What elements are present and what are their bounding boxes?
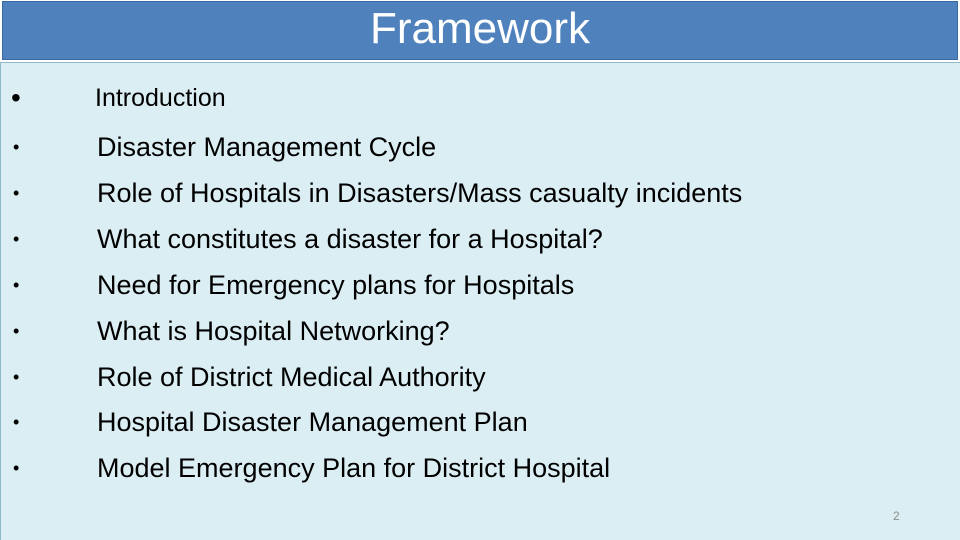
bullet-icon: •	[13, 458, 20, 478]
bullet-label: Role of Hospitals in Disasters/Mass casualty incidents	[97, 177, 743, 208]
slide-title: Framework	[369, 3, 591, 53]
bullet-label: Role of District Medical Authority	[97, 361, 486, 392]
bullet-label: Need for Emergency plans for Hospitals	[97, 269, 575, 300]
bullet-label: Hospital Disaster Management Plan	[97, 406, 528, 437]
content-box	[0, 62, 960, 540]
page-number: 2	[893, 509, 900, 523]
bullet-icon: •	[13, 412, 20, 432]
bullet-icon: •	[13, 321, 20, 341]
bullet-label: Model Emergency Plan for District Hospital	[97, 452, 611, 483]
bullet-label: Disaster Management Cycle	[97, 131, 437, 162]
bullet-icon: •	[11, 82, 21, 113]
bullet-label: Introduction	[95, 83, 226, 112]
bullet-label: What is Hospital Networking?	[97, 315, 450, 346]
bullet-icon: •	[13, 229, 20, 249]
bullet-icon: •	[13, 183, 20, 203]
bullet-icon: •	[13, 275, 20, 295]
bullet-icon: •	[13, 367, 20, 387]
title-bar	[2, 1, 958, 60]
bullet-icon: •	[13, 137, 20, 157]
bullet-label: What constitutes a disaster for a Hospital?	[97, 223, 603, 254]
